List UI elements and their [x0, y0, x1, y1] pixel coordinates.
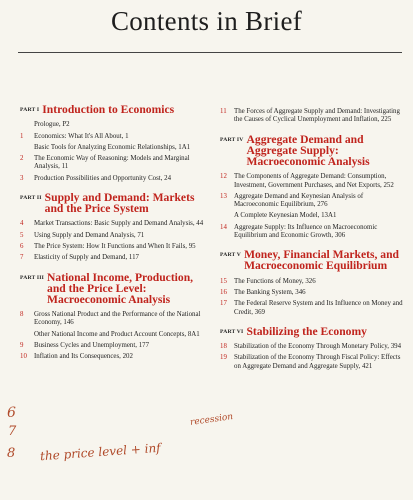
chapter-entry: [220, 108, 405, 125]
part-heading: [20, 272, 210, 306]
part-label: PART V: [220, 252, 242, 259]
chapter-title: The Forces of Aggregate Supply and Demand: Investigating the Causes of Cyclical Unemployment and Inflation, 225: [234, 108, 400, 124]
chapter-title: Other National Income and Product Account Concepts, 8A1: [34, 330, 200, 338]
chapter-entry: [20, 232, 210, 240]
handwritten-number-7: 7: [8, 424, 17, 439]
part-block: [220, 108, 405, 125]
chapter-number: 8: [20, 311, 24, 319]
chapter-number: 18: [220, 343, 227, 351]
chapter-entry: [20, 220, 210, 228]
handwritten-note-recession: recession: [189, 412, 234, 428]
part-block: [220, 326, 405, 371]
chapter-entry: [220, 289, 405, 297]
chapter-title: Aggregate Supply: Its Influence on Macroeconomic Equilibrium and Economic Growth, 306: [234, 223, 378, 239]
part-heading: [220, 249, 405, 271]
chapter-title: Aggregate Demand and Keynesian Analysis of Macroeconomic Equilibrium, 276: [234, 192, 364, 209]
chapter-entry: [20, 254, 210, 262]
chapter-title: The Price System: How It Functions and When It Fails, 95: [34, 242, 196, 250]
handwritten-number-8: 8: [7, 446, 16, 461]
page-title: Contents in Brief: [110, 6, 303, 36]
part-heading: [220, 326, 405, 337]
chapter-title: A Complete Keynesian Model, 13A1: [234, 212, 337, 220]
chapter-title: Gross National Product and the Performance of the National Economy, 146: [34, 311, 201, 327]
chapter-entry: [20, 243, 210, 251]
chapter-title: Elasticity of Supply and Demand, 117: [34, 254, 140, 262]
chapter-title: The Components of Aggregate Demand: Consumption, Investment, Government Purchases, and Net Exports, 252: [234, 173, 394, 189]
part-title: Supply and Demand: Markets and the Price System: [44, 190, 195, 216]
chapter-entry: [20, 353, 210, 361]
chapter-title: Prologue, P2: [34, 121, 70, 129]
part-label: PART VI: [220, 328, 244, 335]
chapter-number: [20, 121, 34, 129]
chapter-entry: [20, 175, 210, 183]
chapter-title: Economics: What It's All About, 1: [34, 132, 129, 140]
chapter-entry: [20, 155, 210, 172]
chapter-entry: [220, 354, 405, 371]
chapter-entry: [20, 311, 210, 328]
chapter-number: 14: [220, 223, 227, 231]
chapter-number: 3: [20, 174, 24, 182]
chapter-title: The Functions of Money, 326: [234, 277, 316, 285]
part-label: PART II: [20, 194, 42, 201]
chapter-number: 11: [220, 108, 227, 115]
chapter-entry: [20, 121, 210, 129]
chapter-number: 13: [220, 192, 227, 200]
chapter-number: 17: [220, 300, 227, 308]
part-block: [20, 272, 210, 362]
chapter-entry: [220, 193, 405, 210]
chapter-number: 6: [20, 242, 24, 250]
chapter-title: Stabilization of the Economy Through Fiscal Policy: Effects on Aggregate Demand and Aggregate Supply, 421: [234, 354, 401, 370]
chapter-entry: [220, 300, 405, 317]
chapter-title: The Banking System, 346: [234, 288, 306, 296]
part-label: PART I: [20, 107, 40, 113]
part-title: Money, Financial Markets, and Macroeconomic Equilibrium: [244, 248, 399, 273]
chapter-entry: [20, 144, 210, 152]
part-title: Introduction to Economics: [42, 103, 175, 116]
part-block: [220, 134, 405, 241]
chapter-title: Market Transactions: Basic Supply and Demand Analysis, 44: [34, 220, 204, 228]
chapter-title: Basic Tools for Analyzing Economic Relationships, 1A1: [34, 143, 191, 151]
right-column: [220, 108, 405, 380]
chapter-entry: [220, 278, 405, 286]
chapter-entry: [20, 342, 210, 350]
chapter-title: Using Supply and Demand Analysis, 71: [34, 231, 145, 239]
part-block: [20, 192, 210, 263]
part-block: [220, 249, 405, 317]
chapter-title: Production Possibilities and Opportunity Cost, 24: [34, 174, 172, 182]
chapter-entry: [20, 331, 210, 339]
chapter-number: 5: [20, 231, 24, 239]
handwritten-note-price-level: the price level + inf: [39, 440, 162, 464]
title-rule: [18, 52, 402, 53]
part-block: [20, 104, 210, 183]
chapter-number: 9: [20, 342, 24, 350]
part-label: PART III: [20, 274, 45, 281]
chapter-entry: [220, 212, 405, 220]
chapter-number: 10: [20, 353, 27, 361]
chapter-number: 7: [20, 254, 24, 262]
handwritten-number-6: 6: [7, 405, 16, 421]
chapter-entry: [220, 173, 405, 190]
chapter-title: Stabilization of the Economy Through Monetary Policy, 394: [234, 343, 402, 351]
part-label: PART IV: [220, 136, 244, 143]
part-title: Aggregate Demand and Aggregate Supply: Macroeconomic Analysis: [246, 132, 370, 168]
part-heading: [20, 192, 210, 214]
chapter-title: The Economic Way of Reasoning: Models and Marginal Analysis, 11: [34, 155, 190, 171]
chapter-number: 19: [220, 354, 227, 362]
chapter-entry: [220, 224, 405, 241]
part-heading: [220, 134, 405, 168]
chapter-number: 15: [220, 277, 227, 285]
chapter-title: The Federal Reserve System and Its Influence on Money and Credit, 369: [234, 300, 403, 316]
chapter-number: 16: [220, 288, 227, 296]
part-heading: [20, 104, 210, 115]
chapter-number: 2: [20, 155, 24, 163]
part-title: National Income, Production, and the Price Level: Macroeconomic Analysis: [47, 270, 194, 306]
chapter-entry: [220, 343, 405, 351]
chapter-entry: [20, 133, 210, 141]
chapter-number: 12: [220, 173, 227, 181]
chapter-number: 1: [20, 132, 24, 140]
part-title: Stabilizing the Economy: [246, 324, 367, 338]
left-column: [20, 104, 210, 371]
chapter-number: 4: [20, 220, 24, 228]
chapter-title: Business Cycles and Unemployment, 177: [34, 342, 150, 350]
chapter-title: Inflation and Its Consequences, 202: [34, 353, 133, 361]
